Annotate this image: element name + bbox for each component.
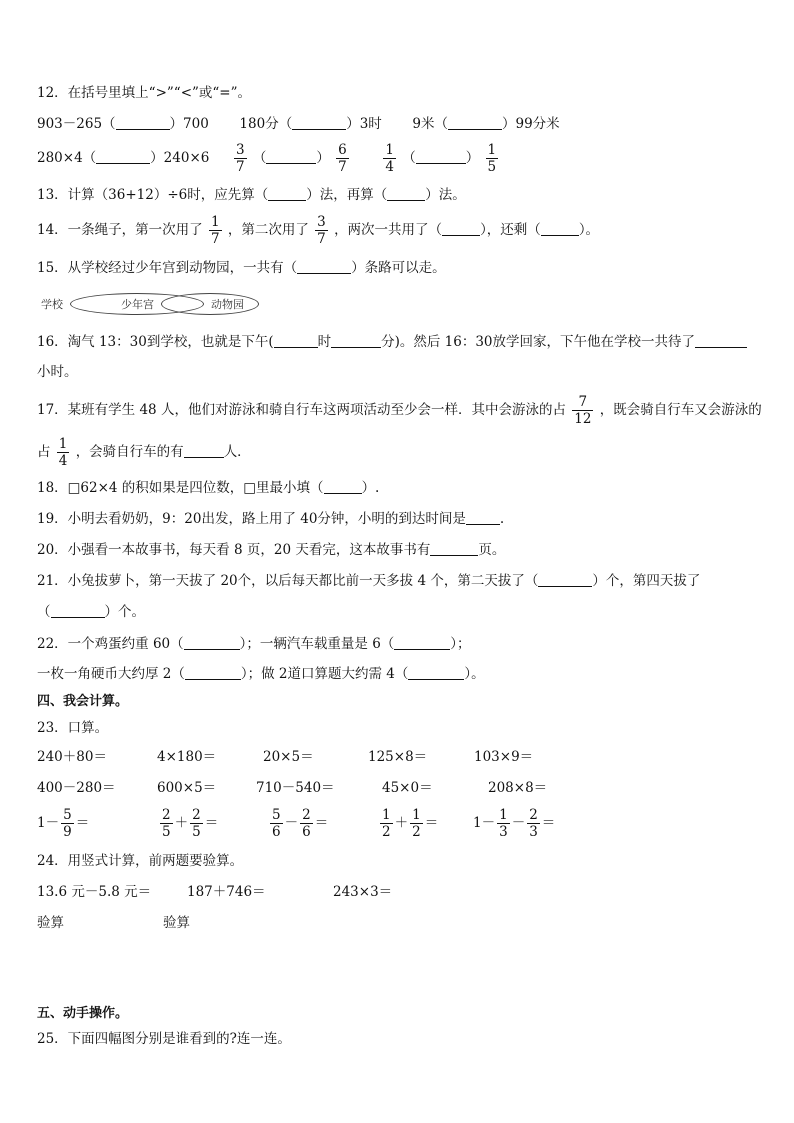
oral-calc-item: 600×5＝ <box>157 780 217 796</box>
section-4-heading: 四、我会计算。 <box>37 694 129 709</box>
answer-blank[interactable] <box>184 635 240 650</box>
q12-item-2: 180分（ ）3时 <box>239 116 382 132</box>
oral-calc-item: 45×0＝ <box>382 780 433 796</box>
oral-calc-item: $\frac{1}{2}$ ＋ $\frac{1}{2}$ ＝ <box>382 807 439 840</box>
q13: 13．计算（36+12）÷6时，应先算（ ）法，再算（ ）法。 <box>37 187 466 203</box>
q12-row2: 280×4（ ）240×6 $\frac{3}{7}$ （ ） $\frac{6}{7}$ $\frac{1}{4}$ （ ） $\frac{1}{5}$ <box>37 142 497 175</box>
check-label: 验算 <box>163 915 190 931</box>
oral-calc-item: 4×180＝ <box>157 749 217 765</box>
answer-blank[interactable] <box>297 259 351 274</box>
q12-title: 12．在括号里填上“>”“<”或“=”。 <box>37 85 252 101</box>
answer-blank[interactable] <box>324 479 362 494</box>
answer-blank[interactable] <box>274 333 318 348</box>
answer-blank[interactable] <box>185 665 241 680</box>
answer-blank[interactable] <box>266 149 316 164</box>
q25-title: 25．下面四幅图分别是谁看到的?连一连。 <box>37 1031 291 1047</box>
answer-blank[interactable] <box>541 221 579 236</box>
fraction: $\frac{1}{4}$ <box>385 142 394 175</box>
oral-calc-item: 1－ $\frac{1}{3}$ － $\frac{2}{3}$ ＝ <box>473 807 556 840</box>
q22-line1: 22．一个鸡蛋约重 60（ ）；一辆汽车载重量是 6（ ）； <box>37 636 471 652</box>
answer-blank[interactable] <box>416 149 466 164</box>
q16-line1: 16．淘气 13：30到学校，也就是下午( 时 分)。然后 16：30放学回家，下午他在学校一共待了 <box>37 332 747 352</box>
q22-line2: 一枚一角硬币大约厚 2（ ）；做 2道口算题大约需 4（ ）。 <box>37 666 485 682</box>
q21-line1: 21．小兔拔萝卜，第一天拔了 20个，以后每天都比前一天多拔 4 个，第二天拔了（ ）个，第四天拔了 <box>37 573 701 589</box>
answer-blank[interactable] <box>331 333 381 348</box>
check-label: 验算 <box>37 915 64 931</box>
q17-line2: 占 $\frac{1}{4}$ ，会骑自行车的有 人． <box>37 436 251 469</box>
answer-blank[interactable] <box>268 186 306 201</box>
q20: 20．小强看一本故事书，每天看 8 页，20 天看完，这本故事书有 页。 <box>37 542 506 558</box>
q14: 14．一条绳子，第一次用了 $\frac{1}{7}$ ，第二次用了 $\frac{3}{7}$ ，两次一共用了（ ），还剩（ ）。 <box>37 214 600 247</box>
palace-label: 少年宫 <box>121 298 154 311</box>
oral-calc-item: 240＋80＝ <box>37 749 107 765</box>
answer-blank[interactable] <box>292 115 346 130</box>
answer-blank[interactable] <box>466 510 500 525</box>
answer-blank[interactable] <box>394 635 450 650</box>
answer-blank[interactable] <box>408 665 464 680</box>
answer-blank[interactable] <box>442 221 480 236</box>
fraction: $\frac{1}{5}$ <box>487 142 497 175</box>
q16-line2: 小时。 <box>37 364 78 380</box>
answer-blank[interactable] <box>116 115 170 130</box>
q24-title: 24．用竖式计算，前两题要验算。 <box>37 853 244 869</box>
vertical-calc-item: 243×3＝ <box>333 884 393 900</box>
q15: 15．从学校经过少年宫到动物园，一共有（ ）条路可以走。 <box>37 260 446 276</box>
fraction: $\frac{3}{7}$ <box>235 142 245 175</box>
oral-calc-item: 1－ $\frac{5}{9}$ ＝ <box>37 807 90 840</box>
answer-blank[interactable] <box>538 572 592 587</box>
oral-calc-item: 208×8＝ <box>488 780 548 796</box>
fraction: $\frac{1}{7}$ <box>210 214 220 247</box>
oral-calc-item: 125×8＝ <box>368 749 428 765</box>
oral-calc-item: 20×5＝ <box>263 749 314 765</box>
oral-calc-item: 400－280＝ <box>37 780 116 796</box>
section-5-heading: 五、动手操作。 <box>37 1006 129 1021</box>
fraction: $\frac{3}{7}$ <box>317 214 326 247</box>
route-diagram <box>37 292 262 316</box>
answer-blank[interactable] <box>387 186 425 201</box>
oral-calc-item: 103×9＝ <box>474 749 534 765</box>
answer-blank[interactable] <box>430 541 478 556</box>
school-label: 学校 <box>41 298 63 311</box>
fraction: $\frac{1}{4}$ <box>58 436 68 469</box>
q18: 18．□62×4 的积如果是四位数，□里最小填（ ）. <box>37 480 380 496</box>
q12-item-1: 903－265（ ）700 <box>37 116 209 132</box>
oral-calc-item: $\frac{5}{6}$ － $\frac{2}{6}$ ＝ <box>272 807 329 840</box>
oral-calc-item: $\frac{2}{5}$ ＋ $\frac{2}{5}$ ＝ <box>162 807 219 840</box>
answer-blank[interactable] <box>51 603 105 618</box>
fraction: $\frac{6}{7}$ <box>338 142 347 175</box>
route-oval-2 <box>161 293 259 315</box>
answer-blank[interactable] <box>184 443 224 458</box>
answer-blank[interactable] <box>96 149 150 164</box>
q12-item-3: 9米（ ）99分米 <box>412 116 560 132</box>
answer-blank[interactable] <box>448 115 502 130</box>
vertical-calc-item: 187＋746＝ <box>187 884 266 900</box>
answer-blank[interactable] <box>695 333 747 348</box>
q23-title: 23．口算。 <box>37 720 109 736</box>
fraction: $\frac{7}{12}$ <box>574 394 592 427</box>
q17-line1: 17．某班有学生 48 人，他们对游泳和骑自行车这两项活动至少会一样．其中会游泳的占 $\frac{7}{12}$ ，既会骑自行车又会游泳的 <box>37 394 762 427</box>
vertical-calc-item: 13.6 元－5.8 元＝ <box>37 884 152 900</box>
oral-calc-item: 710－540＝ <box>256 780 335 796</box>
zoo-label: 动物园 <box>211 298 244 311</box>
q12-row1 <box>37 114 560 134</box>
q21-line2: （ ）个。 <box>37 604 145 620</box>
q19: 19．小明去看奶奶，9：20出发，路上用了 40分钟，小明的到达时间是 . <box>37 511 505 527</box>
